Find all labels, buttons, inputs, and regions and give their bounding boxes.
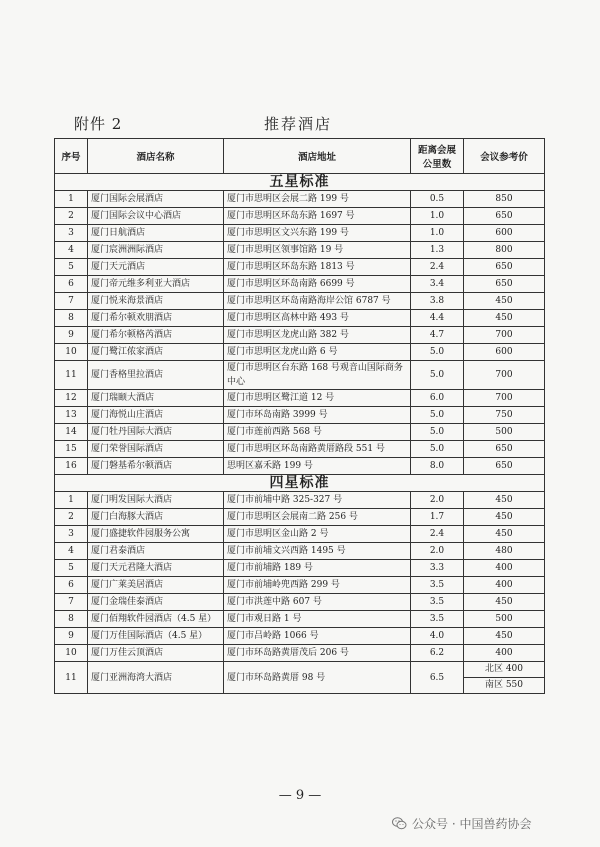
- hotel-address: 厦门市观日路 1 号: [224, 611, 411, 628]
- hotel-price: 400: [464, 645, 545, 662]
- row-number: 2: [55, 208, 88, 225]
- hotel-address: 厦门市思明区环岛南路海岸公馆 6787 号: [224, 293, 411, 310]
- row-number: 6: [55, 276, 88, 293]
- hotel-distance: 4.7: [411, 327, 464, 344]
- hotel-name: 厦门万佳国际酒店（4.5 星）: [88, 628, 224, 645]
- hotel-address: 厦门市思明区环岛南路 6699 号: [224, 276, 411, 293]
- hotel-address: 厦门市思明区环岛东路 1813 号: [224, 259, 411, 276]
- hotel-name: 厦门佰翔软件园酒店（4.5 星）: [88, 611, 224, 628]
- table-row: [55, 577, 545, 594]
- table-row: [55, 424, 545, 441]
- column-header-number: 序号: [55, 139, 88, 174]
- row-number: 3: [55, 526, 88, 543]
- hotel-price: 500: [464, 424, 545, 441]
- hotel-name: 厦门鹭江侬家酒店: [88, 344, 224, 361]
- page-number: — 9 —: [278, 788, 322, 803]
- watermark: [392, 815, 531, 832]
- hotel-price: 450: [464, 492, 545, 509]
- hotel-distance: 5.0: [411, 361, 464, 390]
- hotel-name: 厦门荣誉国际酒店: [88, 441, 224, 458]
- hotel-price: 700: [464, 361, 545, 390]
- table-row: [55, 594, 545, 611]
- table-row: [55, 259, 545, 276]
- hotel-name: 厦门悦来海景酒店: [88, 293, 224, 310]
- watermark-text: 公众号 · 中国兽药协会: [412, 817, 532, 831]
- table-header-row: [55, 139, 545, 174]
- hotel-price: 450: [464, 628, 545, 645]
- hotel-distance: 4.4: [411, 310, 464, 327]
- hotel-address: 厦门市前埔岭兜西路 299 号: [224, 577, 411, 594]
- hotel-name: 厦门瑞颐大酒店: [88, 390, 224, 407]
- hotel-distance: 1.0: [411, 208, 464, 225]
- hotel-price: 400: [464, 577, 545, 594]
- hotel-address: 厦门市思明区鹭江道 12 号: [224, 390, 411, 407]
- hotel-address: 厦门市思明区金山路 2 号: [224, 526, 411, 543]
- section-heading: 五星标准: [55, 174, 545, 191]
- table-row: [55, 407, 545, 424]
- document-title: 推荐酒店: [264, 115, 333, 133]
- hotel-distance: 8.0: [411, 458, 464, 475]
- row-number: 10: [55, 344, 88, 361]
- row-number: 2: [55, 509, 88, 526]
- hotel-distance: 6.2: [411, 645, 464, 662]
- hotel-name: 厦门帝元维多利亚大酒店: [88, 276, 224, 293]
- hotel-price: 400: [464, 560, 545, 577]
- hotel-distance: 3.5: [411, 594, 464, 611]
- hotel-name: 厦门亚洲海湾大酒店: [88, 662, 224, 694]
- hotel-price: 450: [464, 509, 545, 526]
- hotel-distance: 2.4: [411, 259, 464, 276]
- table-row: [55, 441, 545, 458]
- hotel-name: 厦门磐基希尔顿酒店: [88, 458, 224, 475]
- price-north: 北区 400: [484, 664, 524, 674]
- hotel-name: 厦门广莱美居酒店: [88, 577, 224, 594]
- hotel-address: 厦门市思明区台东路 168 号观音山国际商务中心: [224, 361, 411, 390]
- hotel-address: 厦门市洪莲中路 607 号: [224, 594, 411, 611]
- row-number: 3: [55, 225, 88, 242]
- hotel-distance: 3.5: [411, 577, 464, 594]
- row-number: 1: [55, 191, 88, 208]
- row-number: 10: [55, 645, 88, 662]
- table-row: [55, 191, 545, 208]
- row-number: 9: [55, 327, 88, 344]
- table-row: [55, 560, 545, 577]
- hotel-address: 厦门市环岛南路 3999 号: [224, 407, 411, 424]
- hotel-name: 厦门香格里拉酒店: [88, 361, 224, 390]
- hotel-table: [54, 138, 545, 694]
- row-number: 15: [55, 441, 88, 458]
- hotel-price: 480: [464, 543, 545, 560]
- hotel-distance: 3.3: [411, 560, 464, 577]
- row-number: 1: [55, 492, 88, 509]
- row-number: 8: [55, 611, 88, 628]
- hotel-distance: 6.0: [411, 390, 464, 407]
- hotel-name: 厦门金瑞佳泰酒店: [88, 594, 224, 611]
- hotel-address: 厦门市思明区会展二路 199 号: [224, 191, 411, 208]
- price-south: 南区 550: [464, 677, 544, 693]
- row-number: 11: [55, 361, 88, 390]
- hotel-distance: 6.5: [411, 662, 464, 694]
- table-row: [55, 225, 545, 242]
- hotel-distance: 1.0: [411, 225, 464, 242]
- row-number: 7: [55, 594, 88, 611]
- row-number: 8: [55, 310, 88, 327]
- section-heading-row: [55, 174, 545, 191]
- hotel-price: 600: [464, 225, 545, 242]
- hotel-price: 450: [464, 526, 545, 543]
- hotel-distance: 2.4: [411, 526, 464, 543]
- table-row: [55, 458, 545, 475]
- hotel-address: 厦门市环岛路黄厝茂后 206 号: [224, 645, 411, 662]
- hotel-address: 厦门市思明区龙虎山路 382 号: [224, 327, 411, 344]
- hotel-name: 厦门国际会议中心酒店: [88, 208, 224, 225]
- row-number: 5: [55, 259, 88, 276]
- row-number: 4: [55, 242, 88, 259]
- row-number: 5: [55, 560, 88, 577]
- table-row: [55, 208, 545, 225]
- section-heading: 四星标准: [55, 475, 545, 492]
- hotel-distance: 1.7: [411, 509, 464, 526]
- attachment-label: 附件 2: [74, 115, 123, 133]
- hotel-distance: 5.0: [411, 344, 464, 361]
- hotel-distance: 2.0: [411, 492, 464, 509]
- hotel-price: 750: [464, 407, 545, 424]
- hotel-price: 700: [464, 327, 545, 344]
- table-row: [55, 492, 545, 509]
- hotel-address: 厦门市莲前西路 568 号: [224, 424, 411, 441]
- table-row: [55, 509, 545, 526]
- column-header-address: 酒店地址: [224, 139, 411, 174]
- hotel-address: 厦门市思明区文兴东路 199 号: [224, 225, 411, 242]
- table-row: [55, 310, 545, 327]
- hotel-name: 厦门万佳云顶酒店: [88, 645, 224, 662]
- hotel-price: 450: [464, 293, 545, 310]
- hotel-name: 厦门天元君隆大酒店: [88, 560, 224, 577]
- table-row: [55, 645, 545, 662]
- hotel-distance: 3.8: [411, 293, 464, 310]
- last-row: [55, 662, 545, 694]
- hotel-distance: 3.4: [411, 276, 464, 293]
- hotel-name: 厦门天元酒店: [88, 259, 224, 276]
- hotel-address: 厦门市思明区会展南二路 256 号: [224, 509, 411, 526]
- row-number: 12: [55, 390, 88, 407]
- hotel-price: 600: [464, 344, 545, 361]
- hotel-price-split: [464, 662, 545, 694]
- hotel-price: 650: [464, 208, 545, 225]
- hotel-address: 厦门市环岛路黄厝 98 号: [224, 662, 411, 694]
- hotel-address: 厦门市思明区领事馆路 19 号: [224, 242, 411, 259]
- hotel-name: 厦门国际会展酒店: [88, 191, 224, 208]
- table-row: [55, 543, 545, 560]
- hotel-price: 450: [464, 310, 545, 327]
- row-number: 6: [55, 577, 88, 594]
- table-row: [55, 361, 545, 390]
- hotel-address: 厦门市吕岭路 1066 号: [224, 628, 411, 645]
- column-header-name: 酒店名称: [88, 139, 224, 174]
- section-heading-row: [55, 475, 545, 492]
- hotel-price: 650: [464, 259, 545, 276]
- row-number: 13: [55, 407, 88, 424]
- hotel-address: 思明区嘉禾路 199 号: [224, 458, 411, 475]
- hotel-name: 厦门明发国际大酒店: [88, 492, 224, 509]
- hotel-distance: 0.5: [411, 191, 464, 208]
- hotel-price: 700: [464, 390, 545, 407]
- hotel-price: 800: [464, 242, 545, 259]
- hotel-name: 厦门盛捷软件园服务公寓: [88, 526, 224, 543]
- hotel-distance: 5.0: [411, 407, 464, 424]
- table-row: [55, 327, 545, 344]
- hotel-address: 厦门市前埔路 189 号: [224, 560, 411, 577]
- row-number: 14: [55, 424, 88, 441]
- hotel-address: 厦门市思明区环岛南路黄厝路段 551 号: [224, 441, 411, 458]
- hotel-name: 厦门海悦山庄酒店: [88, 407, 224, 424]
- row-number: 9: [55, 628, 88, 645]
- table-row: [55, 293, 545, 310]
- hotel-price: 850: [464, 191, 545, 208]
- table-row: [55, 628, 545, 645]
- hotel-distance: 3.5: [411, 611, 464, 628]
- hotel-distance: 1.3: [411, 242, 464, 259]
- hotel-distance: 5.0: [411, 424, 464, 441]
- table-row: [55, 611, 545, 628]
- hotel-name: 厦门希尔顿欢朋酒店: [88, 310, 224, 327]
- wechat-icon: [392, 817, 407, 830]
- hotel-address: 厦门市思明区环岛东路 1697 号: [224, 208, 411, 225]
- hotel-address: 厦门市思明区龙虎山路 6 号: [224, 344, 411, 361]
- hotel-price: 450: [464, 594, 545, 611]
- hotel-price: 650: [464, 441, 545, 458]
- hotel-name: 厦门牡丹国际大酒店: [88, 424, 224, 441]
- row-number: 16: [55, 458, 88, 475]
- table-body: [55, 174, 545, 694]
- row-number: 11: [55, 662, 88, 694]
- hotel-address: 厦门市思明区高林中路 493 号: [224, 310, 411, 327]
- hotel-distance: 2.0: [411, 543, 464, 560]
- table-row: [55, 344, 545, 361]
- hotel-name: 厦门君泰酒店: [88, 543, 224, 560]
- hotel-distance: 4.0: [411, 628, 464, 645]
- hotel-price: 500: [464, 611, 545, 628]
- table-row: [55, 390, 545, 407]
- table-row: [55, 526, 545, 543]
- table-row: [55, 276, 545, 293]
- row-number: 7: [55, 293, 88, 310]
- hotel-address: 厦门市前埔文兴西路 1495 号: [224, 543, 411, 560]
- hotel-address: 厦门市前埔中路 325-327 号: [224, 492, 411, 509]
- table-row: [55, 242, 545, 259]
- row-number: 4: [55, 543, 88, 560]
- document-header: [74, 113, 534, 135]
- hotel-name: 厦门宸洲洲际酒店: [88, 242, 224, 259]
- hotel-name: 厦门日航酒店: [88, 225, 224, 242]
- hotel-price: 650: [464, 458, 545, 475]
- hotel-price: 650: [464, 276, 545, 293]
- hotel-name: 厦门白海豚大酒店: [88, 509, 224, 526]
- hotel-distance: 5.0: [411, 441, 464, 458]
- column-header-price: 会议参考价: [464, 139, 545, 174]
- hotel-name: 厦门希尔顿格芮酒店: [88, 327, 224, 344]
- column-header-distance: 距离会展公里数: [411, 139, 464, 174]
